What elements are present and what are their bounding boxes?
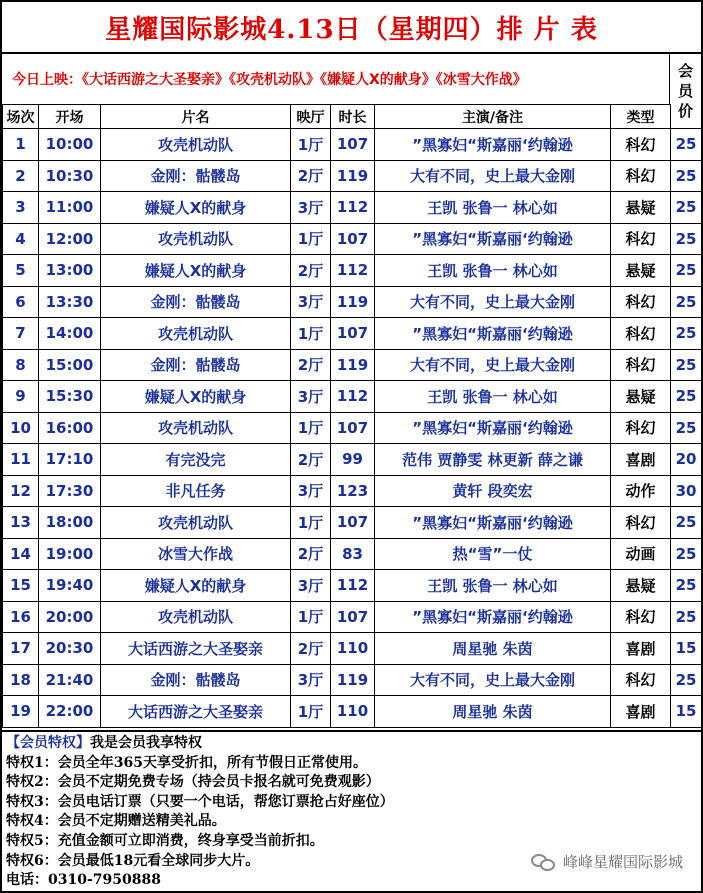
cell-price: 25 xyxy=(671,160,702,192)
cell-genre: 科幻 xyxy=(611,223,671,255)
cell-time: 10:00 xyxy=(39,129,101,161)
cell-price: 25 xyxy=(671,601,702,633)
cell-genre: 科幻 xyxy=(611,664,671,696)
cell-genre: 科幻 xyxy=(611,349,671,381)
cell-title: 冰雪大作战 xyxy=(101,538,291,570)
perk-line: 特权1：会员全年365天享受折扣，所有节假日正常使用。 xyxy=(6,754,367,771)
cell-hall: 2厅 xyxy=(291,349,331,381)
member-price-header-char: 价 xyxy=(677,102,693,120)
table-row xyxy=(3,381,702,413)
cell-note: 周星驰 朱茵 xyxy=(375,633,611,665)
table-row xyxy=(3,696,702,728)
cell-note: 热“雪”一仗 xyxy=(375,538,611,570)
cell-note: ”黑寡妇“斯嘉丽‘约翰逊 xyxy=(375,412,611,444)
cell-note: 大有不同，史上最大金刚 xyxy=(375,286,611,318)
cell-hall: 2厅 xyxy=(291,255,331,287)
cell-genre: 科幻 xyxy=(611,601,671,633)
col-header-time: 开场 xyxy=(39,105,101,129)
cell-time: 13:30 xyxy=(39,286,101,318)
perk-line: 特权3：会员电话订票（只要一个电话，帮您订票抢占好座位） xyxy=(6,793,394,810)
cell-time: 15:00 xyxy=(39,349,101,381)
cell-duration: 110 xyxy=(331,633,375,665)
cell-price: 25 xyxy=(671,507,702,539)
table-header-row xyxy=(3,105,702,129)
cell-hall: 3厅 xyxy=(291,381,331,413)
cell-genre: 喜剧 xyxy=(611,633,671,665)
cell-duration: 107 xyxy=(331,129,375,161)
cell-title: 金刚：骷髅岛 xyxy=(101,664,291,696)
cell-no: 1 xyxy=(3,129,39,161)
cell-genre: 悬疑 xyxy=(611,192,671,224)
cell-no: 10 xyxy=(3,412,39,444)
cell-price: 15 xyxy=(671,696,702,728)
cell-genre: 科幻 xyxy=(611,507,671,539)
cell-note: 王凯 张鲁一 林心如 xyxy=(375,255,611,287)
cell-time: 11:00 xyxy=(39,192,101,224)
cell-price: 30 xyxy=(671,475,702,507)
cell-time: 17:10 xyxy=(39,444,101,476)
cell-time: 12:00 xyxy=(39,223,101,255)
cell-hall: 2厅 xyxy=(291,444,331,476)
cell-note: ”黑寡妇“斯嘉丽‘约翰逊 xyxy=(375,129,611,161)
cell-genre: 科幻 xyxy=(611,160,671,192)
cell-price: 25 xyxy=(671,192,702,224)
perk-line: 特权6：会员最低18元看全球同步大片。 xyxy=(6,852,260,869)
col-header-price xyxy=(671,105,702,129)
cell-hall: 1厅 xyxy=(291,223,331,255)
cell-note: 王凯 张鲁一 林心如 xyxy=(375,381,611,413)
cell-duration: 112 xyxy=(331,570,375,602)
table-row xyxy=(3,412,702,444)
cell-title: 有完没完 xyxy=(101,444,291,476)
member-price-header-char: 员 xyxy=(677,82,693,100)
cell-no: 17 xyxy=(3,633,39,665)
cell-title: 金刚：骷髅岛 xyxy=(101,286,291,318)
cell-time: 14:00 xyxy=(39,318,101,350)
cell-time: 22:00 xyxy=(39,696,101,728)
cell-price: 25 xyxy=(671,381,702,413)
cell-no: 12 xyxy=(3,475,39,507)
cell-note: 范伟 贾静雯 林更新 薛之谦 xyxy=(375,444,611,476)
cell-hall: 3厅 xyxy=(291,192,331,224)
cell-duration: 119 xyxy=(331,286,375,318)
cell-hall: 1厅 xyxy=(291,696,331,728)
cell-duration: 83 xyxy=(331,538,375,570)
table-row xyxy=(3,286,702,318)
cell-note: ”黑寡妇“斯嘉丽‘约翰逊 xyxy=(375,223,611,255)
cell-genre: 科幻 xyxy=(611,129,671,161)
cell-title: 金刚：骷髅岛 xyxy=(101,349,291,381)
cell-duration: 107 xyxy=(331,507,375,539)
cell-time: 13:00 xyxy=(39,255,101,287)
cell-title: 嫌疑人X的献身 xyxy=(101,570,291,602)
cell-duration: 99 xyxy=(331,444,375,476)
perk-line: 特权5：充值金额可立即消费，终身享受当前折扣。 xyxy=(6,832,324,849)
cell-hall: 3厅 xyxy=(291,475,331,507)
cell-no: 8 xyxy=(3,349,39,381)
cell-no: 15 xyxy=(3,570,39,602)
table-row xyxy=(3,192,702,224)
col-header-title: 片名 xyxy=(101,105,291,129)
cell-genre: 喜剧 xyxy=(611,444,671,476)
cell-time: 20:30 xyxy=(39,633,101,665)
cell-note: 大有不同，史上最大金刚 xyxy=(375,349,611,381)
cell-time: 19:00 xyxy=(39,538,101,570)
cell-note: ”黑寡妇“斯嘉丽‘约翰逊 xyxy=(375,318,611,350)
perks-heading xyxy=(6,734,697,754)
cell-no: 18 xyxy=(3,664,39,696)
cell-duration: 107 xyxy=(331,318,375,350)
cell-hall: 2厅 xyxy=(291,160,331,192)
cell-no: 2 xyxy=(3,160,39,192)
table-row xyxy=(3,601,702,633)
cell-no: 11 xyxy=(3,444,39,476)
member-price-header-char: 会 xyxy=(677,62,693,80)
cell-price: 25 xyxy=(671,318,702,350)
table-row xyxy=(3,255,702,287)
cell-hall: 3厅 xyxy=(291,570,331,602)
cell-genre: 科幻 xyxy=(611,412,671,444)
watermark-text: 峰峰星耀国际影城 xyxy=(562,853,683,871)
table-row xyxy=(3,349,702,381)
perks-heading-label: 【会员特权】 xyxy=(6,735,90,751)
col-header-hall: 映厅 xyxy=(291,105,331,129)
cell-price: 25 xyxy=(671,538,702,570)
cell-note: 王凯 张鲁一 林心如 xyxy=(375,570,611,602)
cell-no: 13 xyxy=(3,507,39,539)
cell-genre: 喜剧 xyxy=(611,696,671,728)
schedule-table xyxy=(2,104,702,728)
cell-title: 攻壳机动队 xyxy=(101,223,291,255)
cell-time: 16:00 xyxy=(39,412,101,444)
cell-duration: 112 xyxy=(331,255,375,287)
cell-title: 非凡任务 xyxy=(101,475,291,507)
wechat-icon xyxy=(531,852,557,872)
cell-hall: 3厅 xyxy=(291,664,331,696)
cell-time: 10:30 xyxy=(39,160,101,192)
table-row xyxy=(3,223,702,255)
cell-price: 15 xyxy=(671,633,702,665)
cell-time: 15:30 xyxy=(39,381,101,413)
today-showing: 今日上映：《大话西游之大圣娶亲》《攻壳机动队》《嫌疑人X的献身》《冰雪大作战》 xyxy=(2,54,670,104)
cell-title: 攻壳机动队 xyxy=(101,412,291,444)
cell-title: 攻壳机动队 xyxy=(101,318,291,350)
cell-price: 25 xyxy=(671,664,702,696)
cell-time: 20:00 xyxy=(39,601,101,633)
cell-price: 25 xyxy=(671,349,702,381)
cell-genre: 动作 xyxy=(611,475,671,507)
cell-title: 攻壳机动队 xyxy=(101,507,291,539)
cell-price: 20 xyxy=(671,444,702,476)
table-row xyxy=(3,664,702,696)
cell-note: 大有不同，史上最大金刚 xyxy=(375,160,611,192)
phone-line: 电话：0310-7950888 xyxy=(6,872,161,889)
cell-price: 25 xyxy=(671,223,702,255)
cell-no: 3 xyxy=(3,192,39,224)
cell-no: 6 xyxy=(3,286,39,318)
cell-price: 25 xyxy=(671,286,702,318)
cell-title: 大话西游之大圣娶亲 xyxy=(101,633,291,665)
cell-price: 25 xyxy=(671,129,702,161)
cell-note: ”黑寡妇“斯嘉丽‘约翰逊 xyxy=(375,601,611,633)
cell-time: 18:00 xyxy=(39,507,101,539)
table-row xyxy=(3,570,702,602)
cell-note: 周星驰 朱茵 xyxy=(375,696,611,728)
table-row xyxy=(3,633,702,665)
cell-duration: 112 xyxy=(331,192,375,224)
cell-price: 25 xyxy=(671,255,702,287)
cell-title: 攻壳机动队 xyxy=(101,601,291,633)
table-row xyxy=(3,444,702,476)
table-row xyxy=(3,318,702,350)
cell-genre: 悬疑 xyxy=(611,255,671,287)
cell-price: 25 xyxy=(671,412,702,444)
table-row xyxy=(3,160,702,192)
cell-duration: 119 xyxy=(331,349,375,381)
perk-line: 特权2：会员不定期免费专场（持会员卡报名就可免费观影） xyxy=(6,774,380,791)
table-row xyxy=(3,475,702,507)
wechat-watermark xyxy=(531,851,683,872)
cell-duration: 110 xyxy=(331,696,375,728)
cell-title: 大话西游之大圣娶亲 xyxy=(101,696,291,728)
cell-genre: 动画 xyxy=(611,538,671,570)
cell-hall: 1厅 xyxy=(291,412,331,444)
perks-heading-text: 我是会员我享特权 xyxy=(90,735,202,751)
cell-duration: 112 xyxy=(331,381,375,413)
cell-hall: 1厅 xyxy=(291,129,331,161)
cell-genre: 悬疑 xyxy=(611,381,671,413)
cell-price: 25 xyxy=(671,570,702,602)
cell-note: 黄轩 段奕宏 xyxy=(375,475,611,507)
cell-no: 16 xyxy=(3,601,39,633)
cell-no: 14 xyxy=(3,538,39,570)
cell-time: 21:40 xyxy=(39,664,101,696)
cell-time: 17:30 xyxy=(39,475,101,507)
table-row xyxy=(3,129,702,161)
cell-duration: 119 xyxy=(331,664,375,696)
cell-hall: 1厅 xyxy=(291,318,331,350)
cell-hall: 1厅 xyxy=(291,507,331,539)
col-header-genre: 类型 xyxy=(611,105,671,129)
col-header-duration: 时长 xyxy=(331,105,375,129)
cell-duration: 107 xyxy=(331,223,375,255)
cell-hall: 2厅 xyxy=(291,633,331,665)
col-header-no: 场次 xyxy=(3,105,39,129)
cell-time: 19:40 xyxy=(39,570,101,602)
table-row xyxy=(3,538,702,570)
cell-no: 5 xyxy=(3,255,39,287)
cell-no: 7 xyxy=(3,318,39,350)
cell-note: ”黑寡妇“斯嘉丽‘约翰逊 xyxy=(375,507,611,539)
cell-title: 金刚：骷髅岛 xyxy=(101,160,291,192)
cell-duration: 107 xyxy=(331,412,375,444)
perk-line: 特权4：会员不定期赠送精美礼品。 xyxy=(6,813,226,830)
cell-no: 9 xyxy=(3,381,39,413)
cell-duration: 123 xyxy=(331,475,375,507)
cell-no: 4 xyxy=(3,223,39,255)
cell-note: 王凯 张鲁一 林心如 xyxy=(375,192,611,224)
cell-note: 大有不同，史上最大金刚 xyxy=(375,664,611,696)
cell-genre: 悬疑 xyxy=(611,570,671,602)
page-title: 星耀国际影城4.13日（星期四）排 片 表 xyxy=(2,2,701,54)
cell-title: 嫌疑人X的献身 xyxy=(101,381,291,413)
cell-title: 嫌疑人X的献身 xyxy=(101,255,291,287)
cell-hall: 1厅 xyxy=(291,601,331,633)
table-row xyxy=(3,507,702,539)
cell-title: 嫌疑人X的献身 xyxy=(101,192,291,224)
cell-no: 19 xyxy=(3,696,39,728)
cell-genre: 科幻 xyxy=(611,286,671,318)
cell-title: 攻壳机动队 xyxy=(101,129,291,161)
cell-duration: 119 xyxy=(331,160,375,192)
col-header-note: 主演/备注 xyxy=(375,105,611,129)
cell-hall: 3厅 xyxy=(291,286,331,318)
cell-hall: 2厅 xyxy=(291,538,331,570)
cell-duration: 107 xyxy=(331,601,375,633)
cell-genre: 科幻 xyxy=(611,318,671,350)
